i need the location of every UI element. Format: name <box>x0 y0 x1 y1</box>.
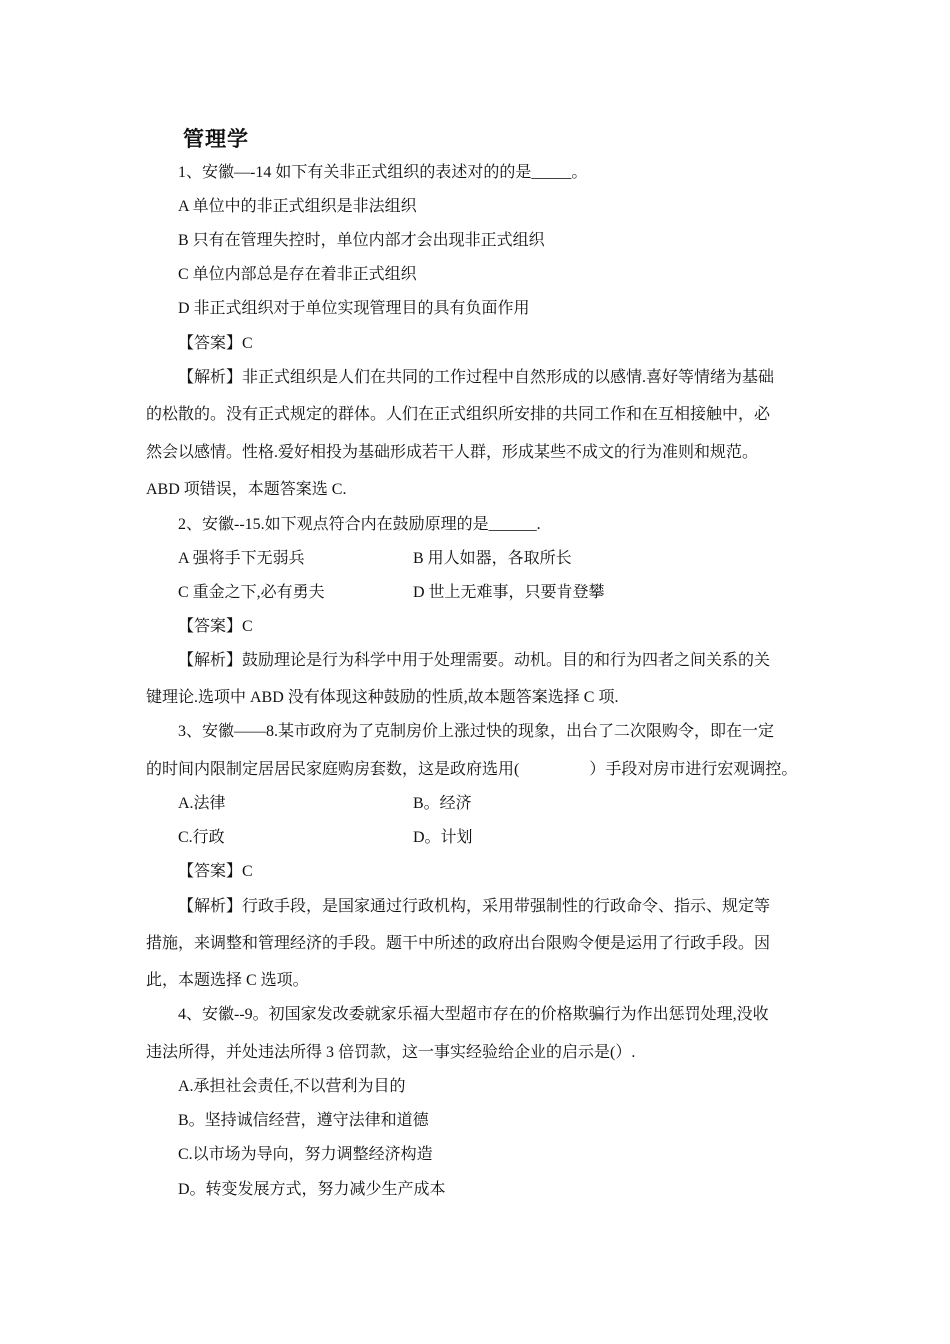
question-2-option-b: B 用人如器，各取所长 <box>413 550 572 567</box>
question-1-analysis-line: 然会以感情。性格.爱好相投为基础形成若干人群，形成某些不成文的行为准则和规范。 <box>146 444 759 461</box>
question-3-analysis-line: 此，本题选择 C 选项。 <box>146 972 309 989</box>
question-4-stem-continued: 违法所得，并处违法所得 3 倍罚款，这一事实经验给企业的启示是(）. <box>146 1044 636 1061</box>
question-4-option-c: C.以市场为导向，努力调整经济构造 <box>178 1146 433 1163</box>
question-1-option-c: C 单位内部总是存在着非正式组织 <box>178 266 417 283</box>
question-1-stem: 1、安徽—-14 如下有关非正式组织的表述对的的是_____。 <box>178 164 588 181</box>
question-2-option-d: D 世上无难事，只要肯登攀 <box>413 584 605 601</box>
question-4-stem: 4、安徽--9。初国家发改委就家乐福大型超市存在的价格欺骗行为作出惩罚处理,没收 <box>178 1006 769 1023</box>
page-title: 管理学 <box>183 127 249 151</box>
question-3-stem-part: 的时间内限制定居居民家庭购房套数，这是政府选用( <box>146 761 520 778</box>
question-3-stem: 3、安徽——8.某市政府为了克制房价上涨过快的现象，出台了二次限购令，即在一定 <box>178 723 775 740</box>
question-3-stem-continued <box>146 760 797 780</box>
question-4-option-d: D。转变发展方式，努力减少生产成本 <box>178 1181 446 1198</box>
question-3-option-a: A.法律 <box>178 795 226 812</box>
question-1-option-d: D 非正式组织对于单位实现管理目的具有负面作用 <box>178 300 530 317</box>
question-3-option-d: D。计划 <box>413 829 473 846</box>
question-1-analysis-line: 的松散的。没有正式规定的群体。人们在正式组织所安排的共同工作和在互相接触中，必 <box>146 406 771 423</box>
question-3-analysis-line: 措施，来调整和管理经济的手段。题干中所述的政府出台限购令便是运用了行政手段。因 <box>146 935 771 952</box>
question-2-option-c: C 重金之下,必有勇夫 <box>178 584 325 601</box>
question-1-analysis-line: ABD 项错误，本题答案选 C. <box>146 481 347 498</box>
question-3-option-c: C.行政 <box>178 829 225 846</box>
question-3-option-b: B。经济 <box>413 795 472 812</box>
question-1-analysis-line: 【解析】非正式组织是人们在共同的工作过程中自然形成的以感情.喜好等情绪为基础 <box>178 369 775 386</box>
question-1-option-a: A 单位中的非正式组织是非法组织 <box>178 198 417 215</box>
question-2-option-a: A 强将手下无弱兵 <box>178 550 305 567</box>
question-3-analysis-line: 【解析】行政手段，是国家通过行政机构，采用带强制性的行政命令、指示、规定等 <box>178 898 771 915</box>
question-2-stem: 2、安徽--15.如下观点符合内在鼓励原理的是______. <box>178 516 541 533</box>
question-3-stem-part: ）手段对房市进行宏观调控。 <box>589 761 798 778</box>
question-2-answer: 【答案】C <box>178 618 253 635</box>
question-4-option-a: A.承担社会责任,不以营利为目的 <box>178 1078 406 1095</box>
question-1-option-b: B 只有在管理失控时，单位内部才会出现非正式组织 <box>178 232 545 249</box>
question-4-option-b: B。坚持诚信经营，遵守法律和道德 <box>178 1112 429 1129</box>
question-2-analysis-line: 键理论.选项中 ABD 没有体现这种鼓励的性质,故本题答案选择 C 项. <box>146 689 619 706</box>
question-2-analysis-line: 【解析】鼓励理论是行为科学中用于处理需要。动机。目的和行为四者之间关系的关 <box>178 652 771 669</box>
question-3-answer: 【答案】C <box>178 863 253 880</box>
question-1-answer: 【答案】C <box>178 335 253 352</box>
